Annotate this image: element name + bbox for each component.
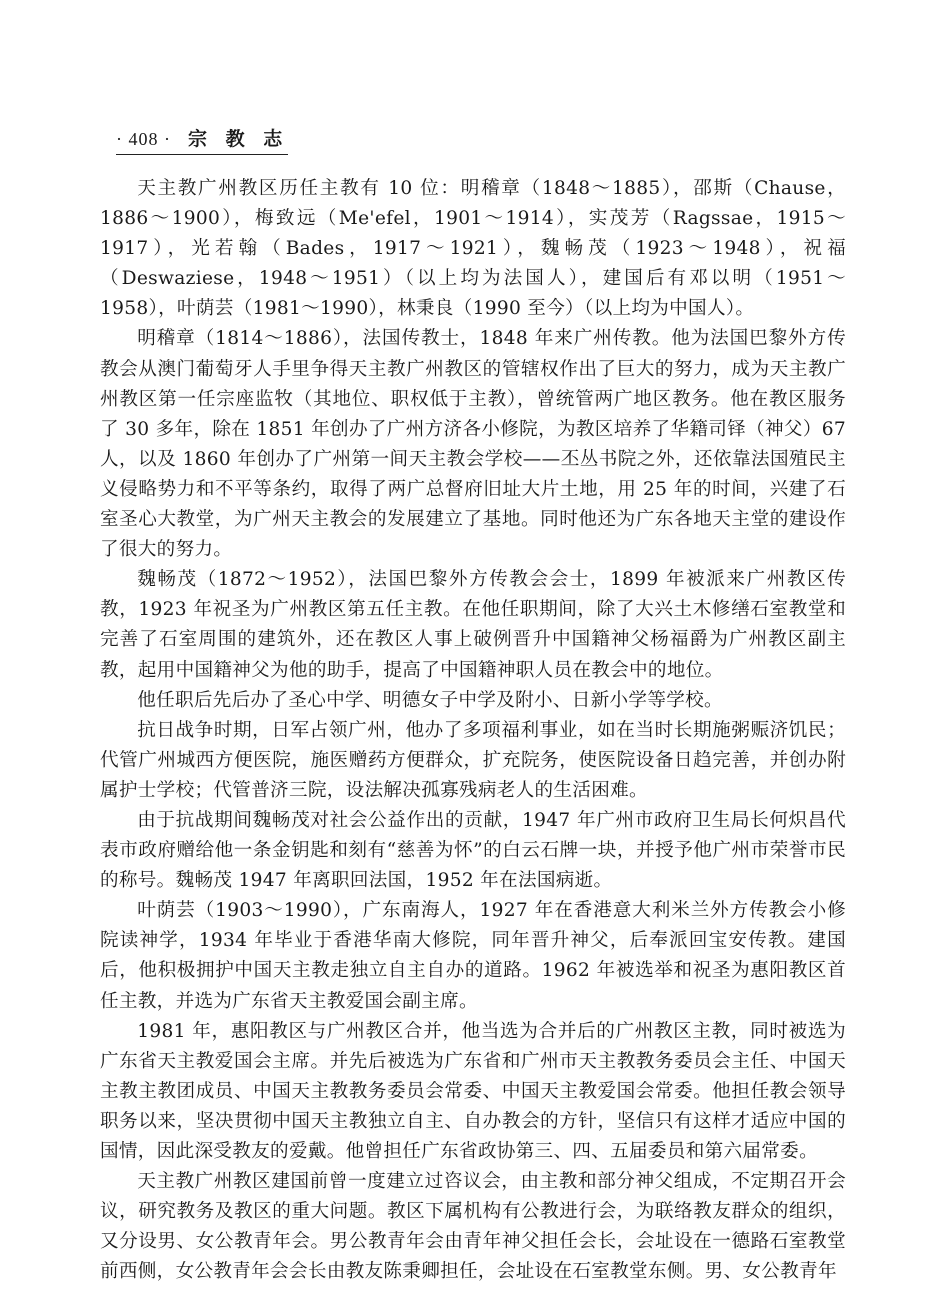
paragraph-wei-changmao: 魏畅茂（1872～1952），法国巴黎外方传教会会士，1899 年被派来广州教区传教，1923 年祝圣为广州教区第五任主教。在他任职期间，除了大兴土木修缮石室教堂和完善了石室周围的建筑外，还在教区人事上破例晋升中国籍神父杨福爵为广州教区副主教，起用中国籍神父为他的助手，提高了中国籍神职人员在教会中的地位。: [100, 569, 846, 681]
paragraph-honorary-citizen: 由于抗战期间魏畅茂对社会公益作出的贡献，1947 年广州市政府卫生局长何炽昌代表市政府赠给他一条金钥匙和刻有“慈善为怀”的白云石牌一块，并授予他广州市荣誉市民的称号。魏畅茂 1947 年离职回法国，1952 年在法国病逝。: [100, 809, 846, 892]
paragraph-1981-merger: 1981 年，惠阳教区与广州教区合并，他当选为合并后的广州教区主教，同时被选为广东省天主教爱国会主席。并先后被选为广东省和广州市天主教教务委员会主任、中国天主教主教团成员、中国天主教教务委员会常委、中国天主教爱国会常委。他担任教会领导职务以来，坚决贯彻中国天主教独立自主、自办教会的方针，坚信只有这样才适应中国的国情，因此深受教友的爱戴。他曾担任广东省政协第三、四、五届委员和第六届常委。: [100, 1020, 846, 1162]
paragraph-war-welfare: 抗日战争时期，日军占领广州，他办了多项福利事业，如在当时长期施粥赈济饥民；代管广州城西方便医院，施医赠药方便群众，扩充院务，使医院设备日趋完善，并创办附属护士学校；代管普济三院，设法解决孤寡残病老人的生活困难。: [100, 719, 846, 801]
paragraph-schools: 他任职后先后办了圣心中学、明德女子中学及附小、日新小学等学校。: [137, 689, 723, 711]
paragraph-bishops-list: 天主教广州教区历任主教有 10 位：明稽章（1848～1885），邵斯（Chause，1886～1900），梅致远（Me'efel，1901～1914），实茂芳（Ragssae，1915～1917），光若翰（Bades，1917～1921），魏畅茂（1923～1948），祝福（Deswaziese，1948～1951）（以上均为法国人），建国后有邓以明（1951～1958），叶荫芸（1981～1990），林秉良（1990 至今）（以上均为中国人）。: [100, 178, 846, 320]
page-number: · 408 ·: [116, 129, 171, 149]
body-text: [100, 174, 846, 1287]
paragraph-ming-jizhang: 明稽章（1814～1886），法国传教士，1848 年来广州传教。他为法国巴黎外方传教会从澳门葡萄牙人手里争得天主教广州教区的管辖权作出了巨大的努力，成为天主教广州教区第一任宗座监牧（其地位、职权低于主教），曾统管两广地区教务。他在教区服务了 30 多年，除在 1851 年创办了广州方济各小修院，为教区培养了华籍司铎（神父）67 人，以及 1860 年创办了广州第一间天主教会学校——丕丛书院之外，还依靠法国殖民主义侵略势力和不平等条约，取得了两广总督府旧址大片土地，用 25 年的时间，兴建了石室圣心大教堂，为广州天主教会的发展建立了基地。同时他还为广东各地天主堂的建设作了很大的努力。: [100, 328, 846, 561]
paragraph-ye-yinyun: 叶荫芸（1903～1990），广东南海人，1927 年在香港意大利米兰外方传教会小修院读神学，1934 年毕业于香港华南大修院，同年晋升神父，后奉派回宝安传教。建国后，他积极拥护中国天主教走独立自主自办的道路。1962 年被选举和祝圣为惠阳教区首任主教，并选为广东省天主教爱国会副主席。: [100, 900, 846, 1012]
running-header: [116, 126, 288, 155]
paragraph-diocese-organizations: 天主教广州教区建国前曾一度建立过咨议会，由主教和部分神父组成，不定期召开会议，研究教务及教区的重大问题。教区下属机构有公教进行会，为联络教友群众的组织，又分设男、女公教青年会。男公教青年会由青年神父担任会长，会址设在一德路石室教堂前西侧，女公教青年会会长由教友陈秉卿担任，会址设在石室教堂东侧。男、女公教青年: [100, 1171, 846, 1283]
section-title: 宗 教 志: [188, 128, 289, 150]
